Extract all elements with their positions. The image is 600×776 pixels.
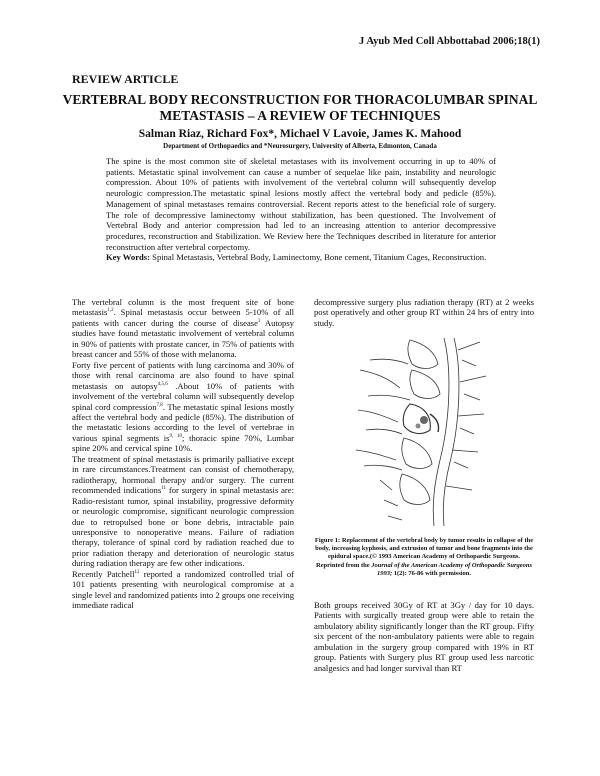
spine-illustration xyxy=(340,330,500,530)
paragraph: decompressive surgery plus radiation therapy (RT) at 2 weeks post operatively and other group RT within 24 hrs of entry into study. xyxy=(314,297,534,328)
right-column-bottom xyxy=(314,600,534,673)
left-column xyxy=(72,297,294,611)
abstract-text: The spine is the most common site of skeletal metastases with its involvement occurring in up to 40% of patients. Metastatic spinal involvement can cause a number of sequelae like pain, instability and neurologic compression. About 10% of patients with involvement of the vertebral column will subsequently develop neurologic compression.The metastatic spinal lesions mostly affect the vertebral body and pedicle (85%). Management of spinal metastases remains controversial. Recent reports attest to the beneficial role of surgery. The role of decompressive laminectomy without stabilization, has been questioned. The Involvement of Vertebral Body and anterior compression had led to an increasing attention to anterior decompressive procedures, reconstruction and Stabilization. We Review here the Techniques described in literature for anterior reconstruction after vertebral corpectomy. xyxy=(106,156,496,252)
paragraph: Forty five percent of patients with lung carcinoma and 30% of those with renal carcinoma are also found to have spinal metastasis on autopsy$^{4,5,6}$ .About 10% of patients with involvement of the vertebral column will subsequently develop spinal cord compression$^{7,8}$. The metastatic spinal lesions mostly affect the vertebral body and pedicle (85%). The distribution of the metastatic lesions according to the level of vertebrae in various spinal segments is$^{9, 10}$; thoracic spine 70%, Lumbar spine 20% and cervical spine 10%. xyxy=(72,359,294,454)
keywords: Spinal Metastasis, Vertebral Body, Laminectomy, Bone cement, Titanium Cages, Reconstruction. xyxy=(152,252,487,263)
affiliation: Department of Orthopaedics and *Neurosurgery, University of Alberta, Edmonton, Canada xyxy=(163,142,437,150)
article-title: VERTEBRAL BODY RECONSTRUCTION FOR THORACOLUMBAR SPINAL METASTASIS – A REVIEW OF TECHNIQUES xyxy=(62,92,538,123)
right-column-top xyxy=(314,297,534,328)
journal-citation: J Ayub Med Coll Abbottabad 2006;18(1) xyxy=(359,36,540,47)
abstract xyxy=(106,156,496,263)
section-label: REVIEW ARTICLE xyxy=(72,72,179,86)
figure-caption: Figure 1: Replacement of the vertebral body by tumor results in collapse of the body, increasing kyphosis, and extrusion of tumor and bone fragments into the epidural space.(© 1993 American Academy of Orthopaedic Surgeons. Reprinted from the Journal of the American Academy of Orthopaedic Surgeons 1993; 1(2): 76-86 with permission. xyxy=(314,537,534,577)
paragraph: The treatment of spinal metastasis is primarily palliative except in rare circumstances.Treatment can consist of chemotherapy, radiotherapy, hormonal therapy and/or surgery. The current recommended indications$^{11}$ for surgery in spinal metastasis are: Radio-resistant tumor, spinal instability, progressive deformity or neurologic compromise, significant neurologic compression due to retropulsed bone or bone debris, intractable pain unresponsive to nonoperative means. Failure of radiation therapy, tolerance of spinal cord by radiation reached due to prior radiation therapy and deterioration of neurologic status during radiation therapy are few other indications. xyxy=(72,453,294,569)
paragraph: The vertebral column is the most frequent site of bone metastasis$^{1,2}$. Spinal metastasis occur between 5-10% of all patients with cancer during the course of disease$^3$ Autopsy studies have found metastatic involvement of vertebral column in 90% of patients with prostate cancer, in 75% of patients with breast cancer and 55% of those with melanoma. xyxy=(72,297,294,360)
keywords-label: Key Words: xyxy=(106,252,151,263)
paragraph: Recently Patchell$^{12}$ reported a randomized controlled trial of 101 patients presenting with neurological compromise at a single level and randomized patients into 2 groups one receiving immediate radical xyxy=(72,568,294,611)
paragraph: Both groups received 30Gy of RT at 3Gy / day for 10 days. Patients with surgically treated group were able to retain the ambulatory ability significantly longer than the RT group. Fifty six percent of the non-ambulatory patients were able to regain ambulation in the surgery group compared with 19% in RT group. Patients with Surgery plus RT group used less narcotic analgesics and had longer survival than RT xyxy=(314,600,534,673)
authors: Salman Riaz, Richard Fox*, Michael V Lavoie, James K. Mahood xyxy=(138,128,462,140)
